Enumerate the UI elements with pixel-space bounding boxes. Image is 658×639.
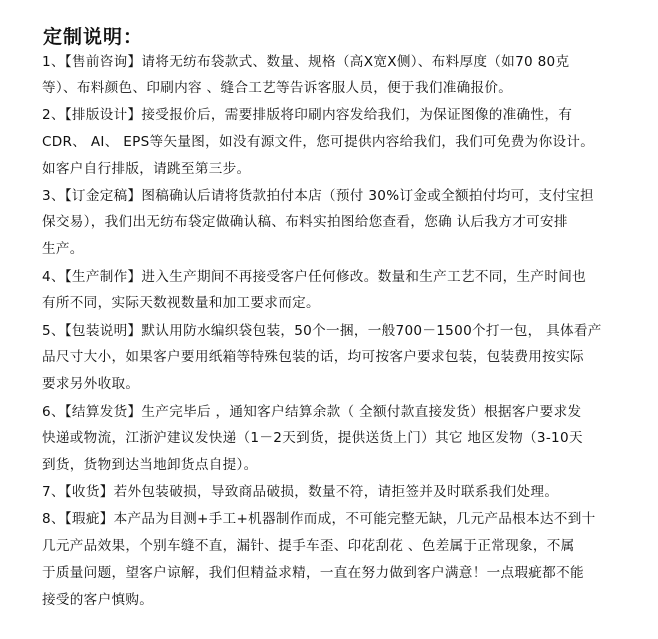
text-line: 等）、布料颜色、印刷内容 、缝合工艺等告诉客服人员，便于我们准确报价。 xyxy=(42,80,513,96)
text-line: 到货，货物到达当地卸货点自提）。 xyxy=(42,457,258,473)
text-line: 有所不同，实际天数视数量和加工要求而定。 xyxy=(42,295,320,311)
text-line: 4、【生产制作】进入生产期间不再接受客户任何修改。数量和生产工艺不同，生产时间也 xyxy=(42,269,587,285)
text-line: 于质量问题，望客户谅解，我们但精益求精，一直在努力做到客户满意！一点瑕疵都不能 xyxy=(42,565,584,581)
text-line: CDR、 AI、 EPS等矢量图，如没有源文件，您可提供内容给我们，我们可免费为你设计。 xyxy=(42,134,595,150)
text-line: 5、【包装说明】默认用防水编织袋包装，50个一捆，一般700－1500个打一包， 具体看产 xyxy=(42,323,602,339)
text-line: 2、【排版设计】接受报价后，需要排版将印刷内容发给我们，为保证图像的准确性，有 xyxy=(42,107,573,123)
text-line: 如客户自行排版，请跳至第三步。 xyxy=(42,161,251,177)
text-line: 生产。 xyxy=(42,241,84,257)
text-line: 6、【结算发货】生产完毕后 ，通知客户结算余款（ 全额付款直接发货）根据客户要求发 xyxy=(42,404,582,420)
page-title: 定制说明： xyxy=(43,26,144,48)
text-line: 品尺寸大小，如果客户要用纸箱等特殊包装的话，均可按客户要求包装，包装费用按实际 xyxy=(42,349,584,365)
text-line: 8、【瑕疵】本产品为目测+手工+机器制作而成，不可能完整无缺，几元产品根本达不到十 xyxy=(42,511,596,527)
text-line: 7、【收货】若外包装破损，导致商品破损，数量不符，请拒签并及时联系我们处理。 xyxy=(42,484,559,500)
text-line: 快递或物流，江浙沪建议发快递（1－2天到货，提供送货上门）其它 地区发物（3-10天 xyxy=(42,430,583,446)
text-line: 几元产品效果，个别车缝不直，漏针、提手车歪、印花刮花 、色差属于正常现象，不属 xyxy=(42,538,575,554)
text-line: 1、【售前咨询】请将无纺布袋款式、数量、规格（高X宽X侧）、布料厚度（如70 80克 xyxy=(42,54,570,70)
text-line: 3、【订金定稿】图稿确认后请将货款拍付本店（预付 30%订金或全额拍付均可，支付宝担 xyxy=(42,188,594,204)
text-line: 要求另外收取。 xyxy=(42,376,140,392)
text-line: 保交易），我们出无纺布袋定做确认稿、布料实拍图给您查看，您确 认后我方才可安排 xyxy=(42,214,568,230)
text-line: 接受的客户慎购。 xyxy=(42,592,154,608)
